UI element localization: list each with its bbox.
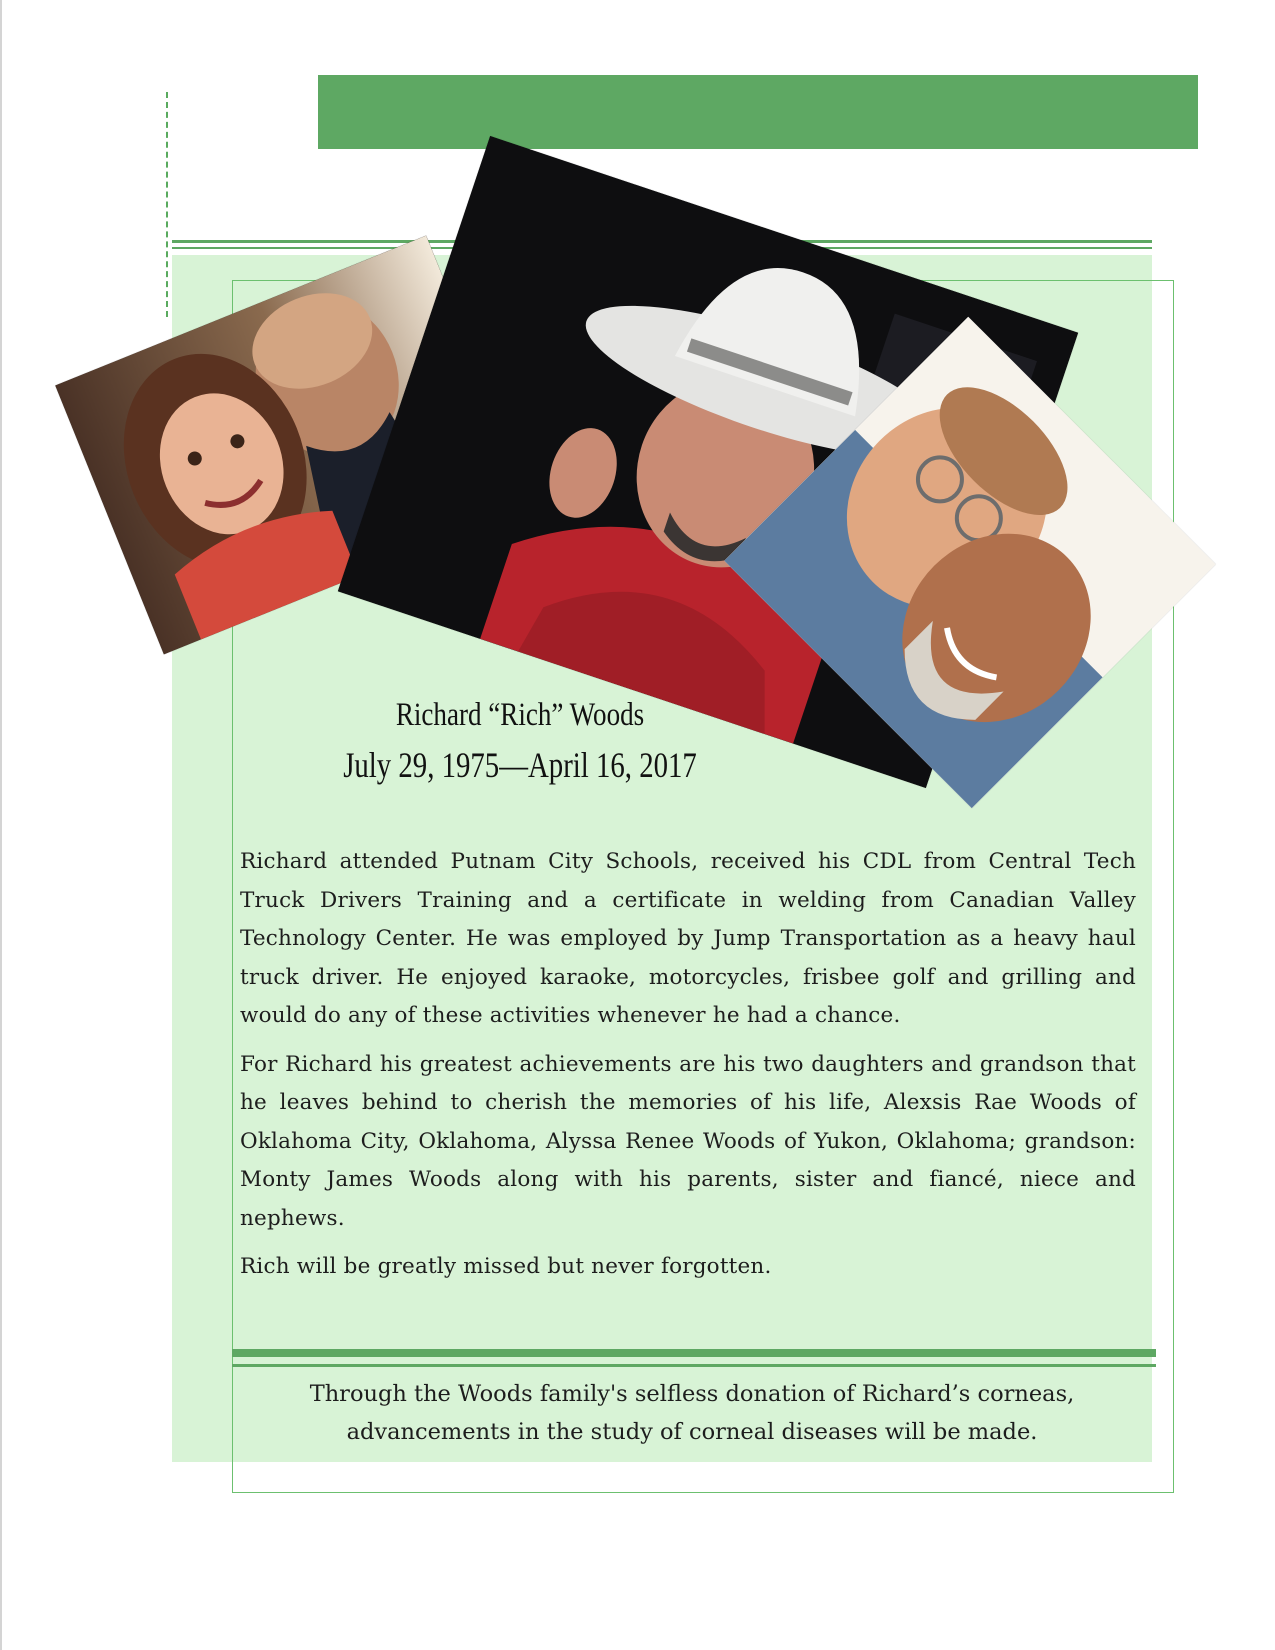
obituary-body [240,843,1136,1297]
paragraph-family: For Richard his greatest achievements are his two daughters and grandson that he leaves behind to cherish the memories of his life, Alexsis Rae Woods of Oklahoma City, Oklahoma, Alyssa Renee Woods of Yukon, Oklahoma; grandson: Monty James Woods along with his parents, sister and fiancé, niece and nephews. [240,1051,1136,1231]
bottom-thin-rule [232,1364,1156,1367]
donation-note: Through the Woods family's selfless donation of Richard’s corneas, advancements in the study of corneal diseases will be made. [309,1381,1075,1445]
paragraph-remembrance: Rich will be greatly missed but never forgotten. [240,1254,772,1279]
dashed-guide-line [166,92,168,317]
bottom-thick-rule [232,1349,1156,1357]
top-banner [318,75,1198,149]
obituary-dates: July 29, 1975—April 16, 2017 [343,745,697,785]
obituary-name: Richard “Rich” Woods [395,697,645,733]
paragraph-education-career: Richard attended Putnam City Schools, received his CDL from Central Tech Truck Drivers Training and a certificate in welding from Canadian Valley Technology Center. He was employed by Jump Transportation as a heavy haul truck driver. He enjoyed karaoke, motorcycles, frisbee golf and grilling and would do any of these activities whenever he had a chance. [240,849,1136,1028]
page-left-edge [0,0,2,1650]
